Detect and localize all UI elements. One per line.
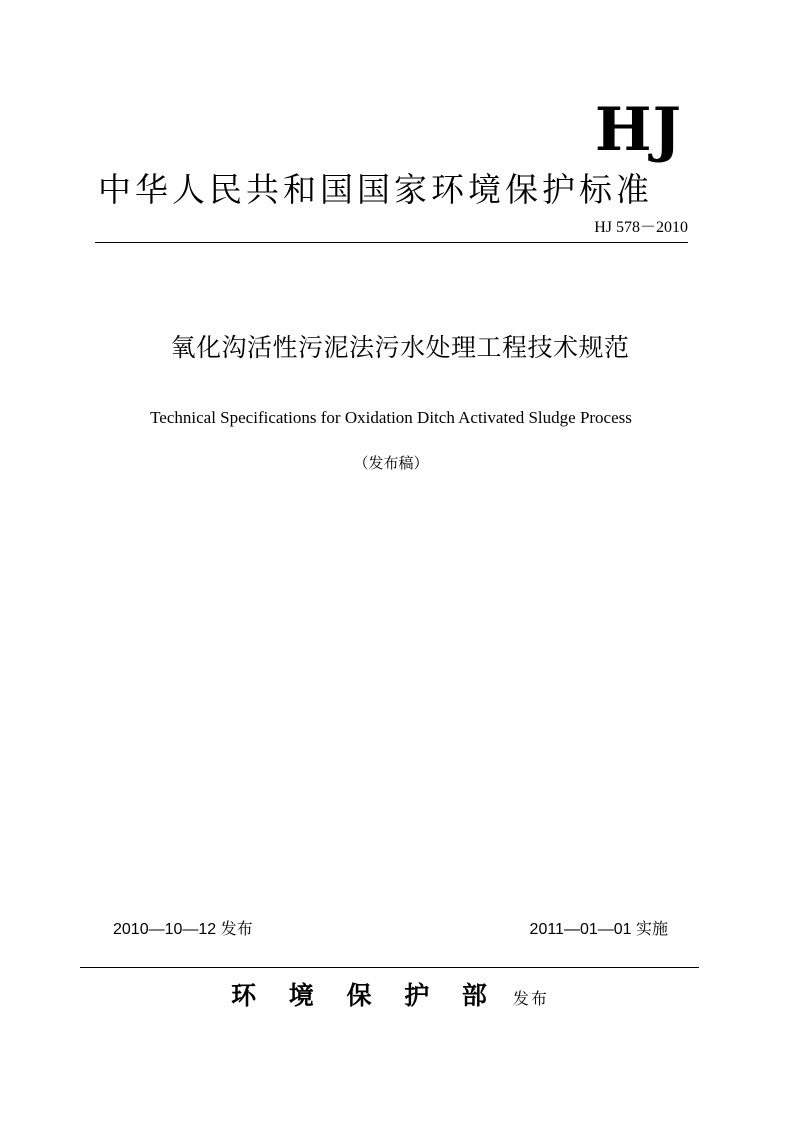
issue-date: 2010—10—12 发布: [113, 921, 253, 938]
document-title-chinese: 氧化沟活性污泥法污水处理工程技术规范: [170, 333, 630, 362]
publish-suffix: 发布: [512, 989, 549, 1008]
standard-category: 中华人民共和国国家环境保护标准: [98, 170, 653, 209]
implementation-date: 2011—01—01 实施: [529, 921, 668, 938]
standard-number: HJ 578－2010: [594, 219, 688, 236]
header-divider: [95, 242, 688, 243]
hj-logo: HJ: [594, 95, 682, 165]
publisher-name: 环 境 保 护 部: [231, 981, 499, 1010]
document-title-english: Technical Specifications for Oxidation Ditch Activated Sludge Process: [150, 408, 632, 427]
publisher-line: [0, 983, 780, 1008]
footer-divider: [80, 967, 699, 968]
draft-status-label: （发布稿）: [353, 454, 429, 472]
